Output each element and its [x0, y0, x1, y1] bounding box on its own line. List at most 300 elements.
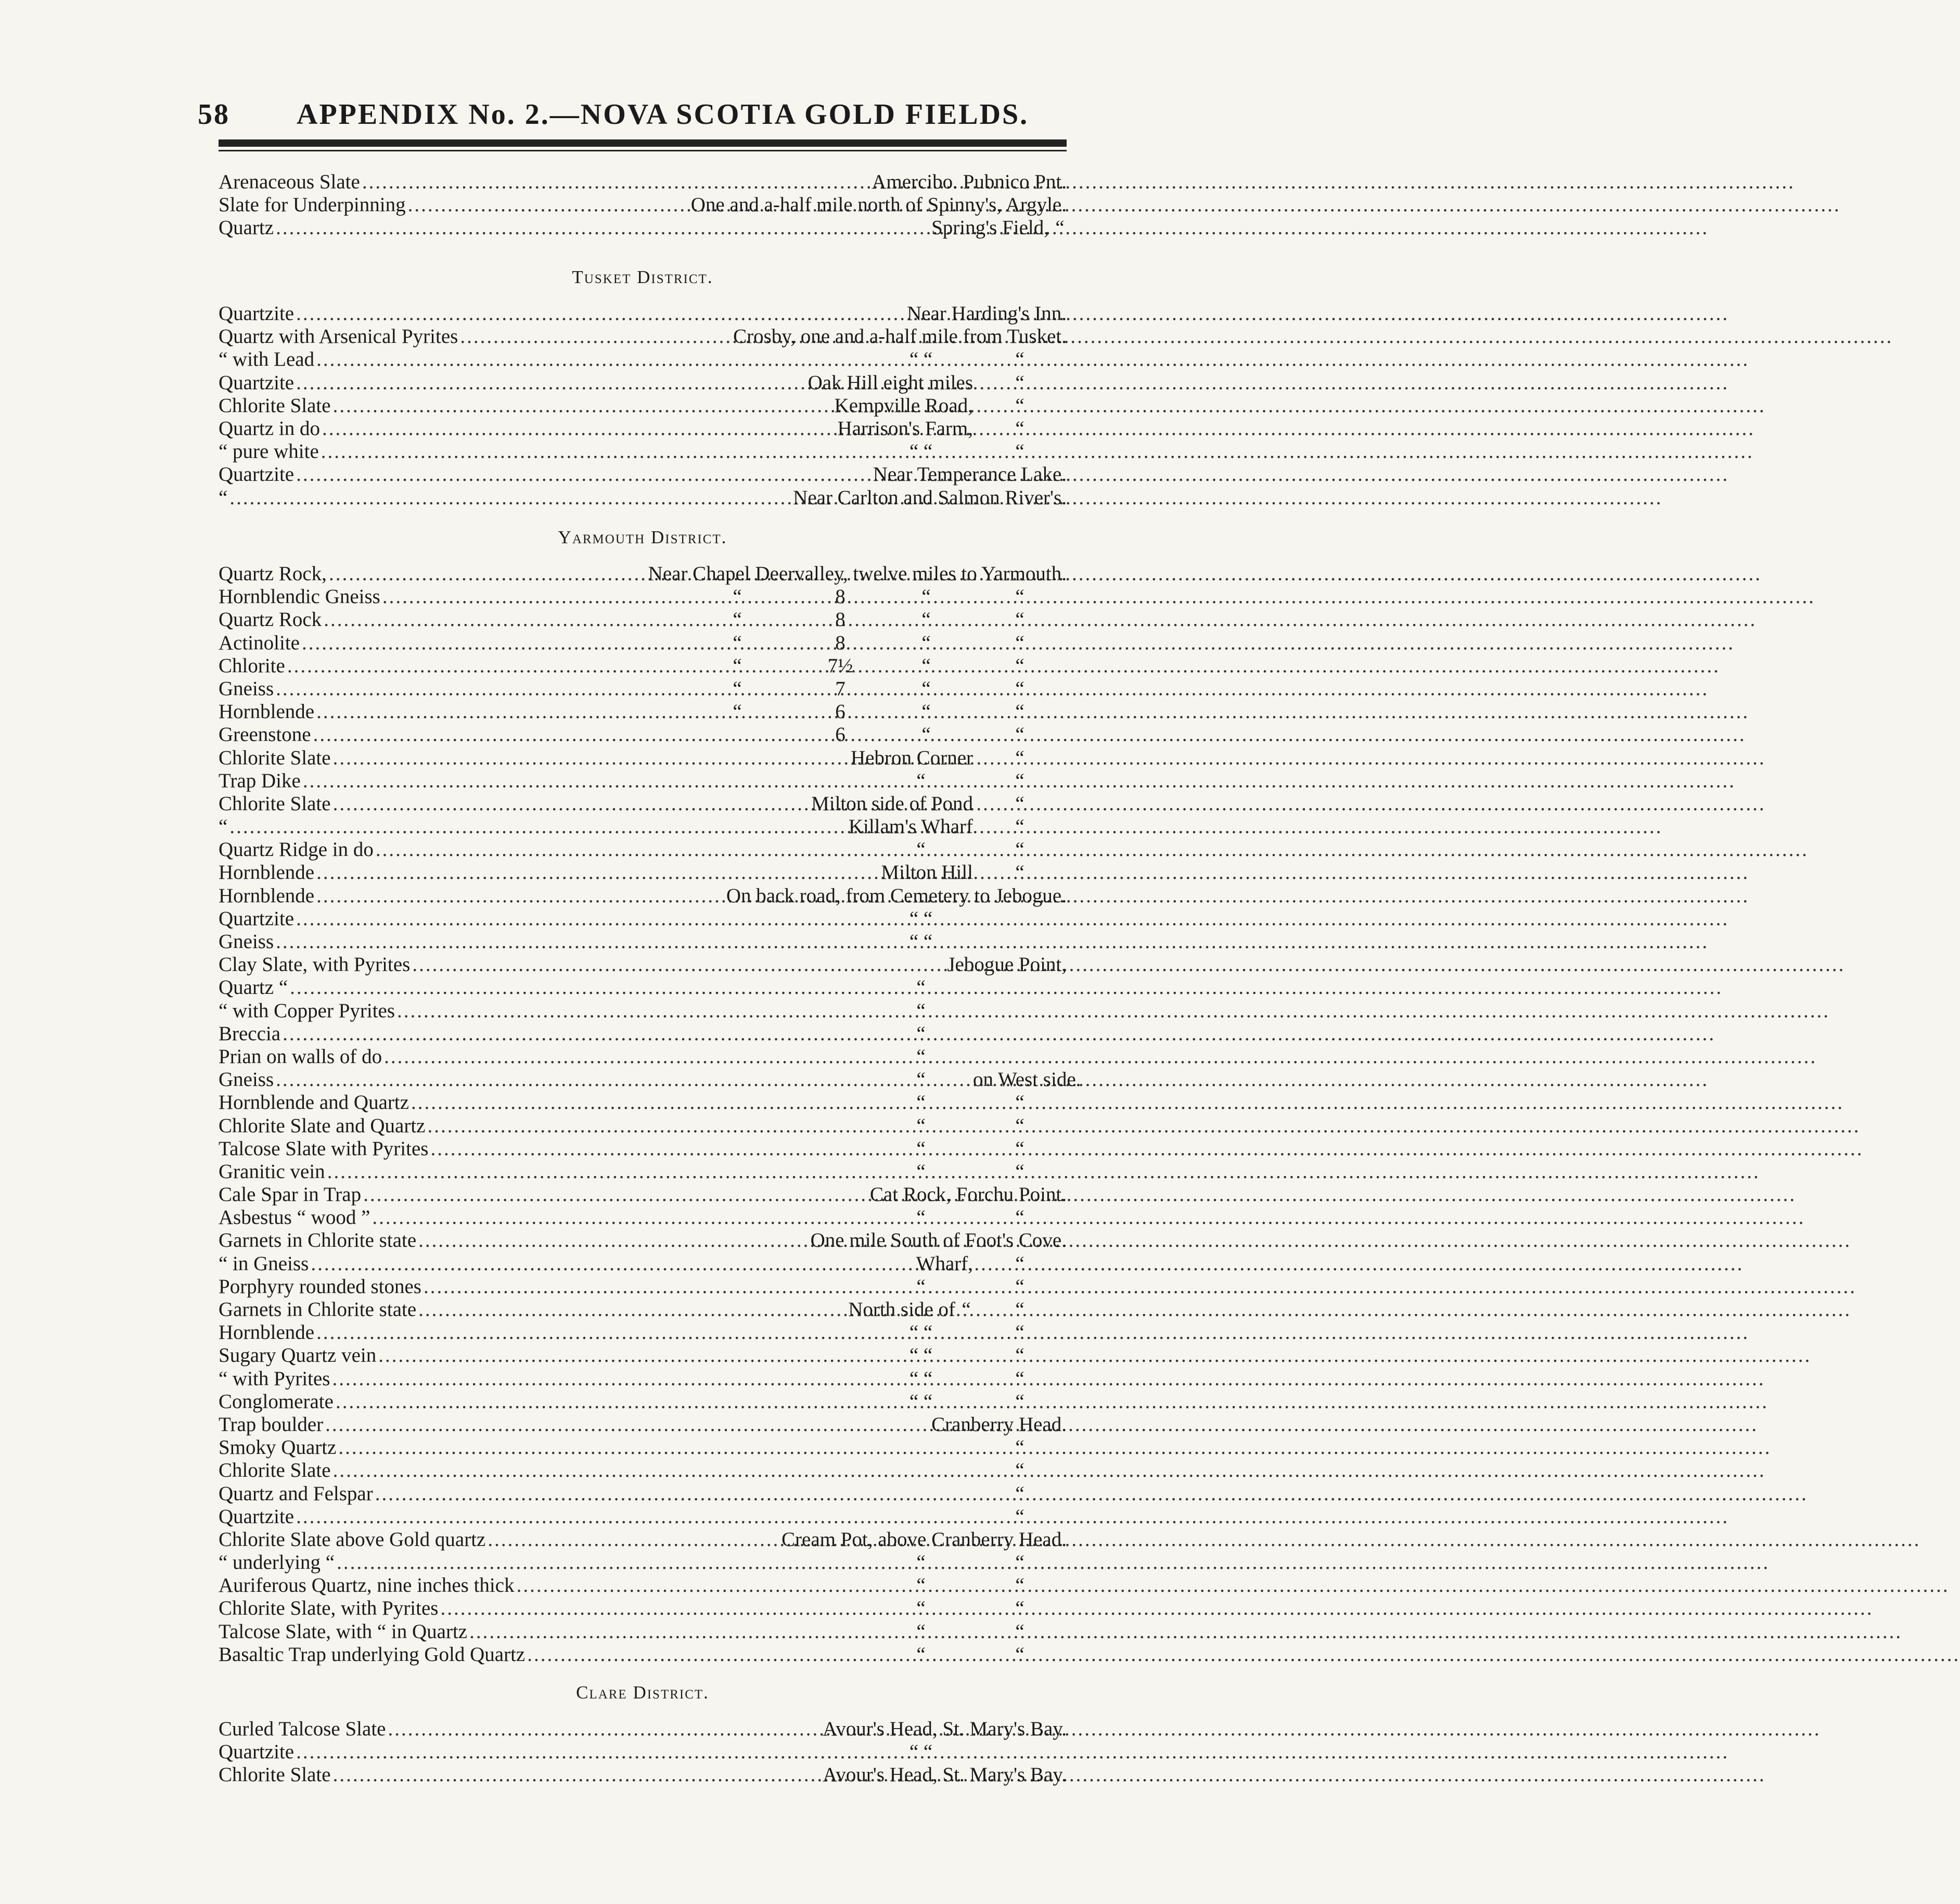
ditto-mark: “ [1015, 861, 1024, 884]
ditto-mark: “ “ [909, 1344, 933, 1367]
mineral-name: Quartz “ [219, 976, 288, 999]
ditto-mark: “ “ [909, 1321, 933, 1344]
dot-leader [412, 953, 945, 976]
mineral-name: Slate for Underpinning [219, 194, 406, 216]
list-item [219, 216, 1067, 239]
mineral-name: Hornblende [219, 861, 315, 884]
mineral-name: Garnets in Chlorite state [219, 1229, 417, 1252]
ditto-mark: “ [916, 838, 926, 861]
mineral-name: Gneiss [219, 1068, 274, 1091]
mineral-name: “ [219, 815, 228, 838]
distance-miles: 8 [835, 585, 846, 608]
list-item [219, 1718, 1067, 1741]
list-item [219, 302, 1067, 325]
mineral-name: Quartz [219, 216, 274, 239]
mineral-name: Quartzite [219, 302, 294, 325]
dot-leader [333, 1764, 821, 1786]
dot-leader [316, 348, 867, 371]
locality: One mile South of Foot's Cove. [810, 1229, 1067, 1252]
ditto-mark: “ [1055, 216, 1065, 239]
page-header [198, 98, 1093, 131]
dot-leader [276, 930, 867, 953]
list-item [219, 1023, 1067, 1045]
ditto-mark: “ [733, 585, 742, 608]
ditto-mark: “ [916, 769, 926, 792]
ditto-mark: “ [1015, 585, 1024, 608]
list-item [219, 655, 1067, 678]
dot-leader [376, 838, 867, 861]
list-item [219, 1115, 1067, 1138]
list-item [219, 861, 1067, 884]
dot-leader [469, 1620, 867, 1643]
district-heading: Yarmouth District. [558, 527, 727, 547]
dot-leader [378, 1344, 867, 1367]
list-item [219, 1643, 1067, 1666]
list-item [219, 1483, 1067, 1505]
locality: Cream Pot, above Cranberry Head. [782, 1528, 1067, 1551]
dot-leader [440, 1597, 867, 1620]
dot-leader [296, 908, 867, 930]
ditto-mark: “ [916, 1574, 926, 1597]
ditto-mark: “ [916, 1551, 926, 1574]
list-item [219, 1160, 1067, 1183]
mineral-name: Talcose Slate, with “ in Quartz [219, 1620, 468, 1643]
locality: Crosby, one and a-half mile from Tusket. [733, 325, 1067, 348]
mineral-name: Quartzite [219, 907, 294, 930]
mineral-name: “ underlying “ [219, 1551, 335, 1574]
list-item [219, 1068, 1081, 1091]
mineral-name: Chlorite Slate above Gold quartz [219, 1528, 486, 1551]
dot-leader [296, 1505, 971, 1528]
ditto-mark: “ [733, 608, 742, 631]
list-item [219, 608, 1067, 631]
distance-miles: 7 [835, 677, 846, 700]
mineral-name: Basaltic Trap underlying Gold Quartz [219, 1643, 526, 1666]
mineral-name: Hornblende [219, 1321, 315, 1344]
dot-leader [327, 1160, 867, 1183]
locality: Harrison's Farm, [837, 417, 973, 440]
locality: Kempville Road, [834, 394, 973, 417]
list-item [219, 1229, 1067, 1252]
mineral-name: Quartzite [219, 1505, 294, 1528]
mineral-name: Trap Dike [219, 769, 301, 792]
ditto-mark: “ [1015, 1137, 1024, 1160]
list-item [219, 1091, 1067, 1114]
list-item [219, 723, 1067, 746]
dot-leader [324, 608, 724, 631]
mineral-name: Chlorite Slate and Quartz [219, 1114, 426, 1137]
ditto-mark: “ [921, 631, 931, 654]
dot-leader [296, 302, 905, 325]
dot-leader [316, 700, 724, 723]
ditto-mark: “ [1015, 1505, 1024, 1528]
mineral-name: Chlorite [219, 654, 285, 677]
list-item [219, 1505, 1067, 1528]
ditto-mark: “ [1015, 1597, 1024, 1620]
ditto-mark: “ [1015, 394, 1024, 417]
dot-leader [329, 563, 646, 585]
locality: Near Temperance Lake. [873, 463, 1067, 486]
list-item [219, 793, 1067, 815]
dot-leader [311, 1253, 914, 1275]
ditto-mark: “ [1015, 1091, 1024, 1114]
yarmouth-district-section [219, 523, 1081, 1666]
ditto-mark: “ [733, 631, 742, 654]
dot-leader [424, 1275, 867, 1298]
list-item [219, 1741, 1067, 1764]
header-rule-thick [219, 139, 1067, 147]
dot-leader [517, 1574, 867, 1597]
list-item [219, 1275, 1067, 1298]
dot-leader [296, 372, 806, 394]
ditto-mark: “ [1015, 1321, 1024, 1344]
locality: Jebogue Point, [947, 953, 1067, 976]
list-item [219, 908, 1067, 930]
mineral-name: “ with Pyrites [219, 1367, 330, 1390]
ditto-mark: “ [916, 1045, 926, 1068]
list-item [219, 1344, 1067, 1367]
mineral-name: Chlorite Slate [219, 394, 331, 417]
dot-leader [418, 1298, 846, 1321]
locality: Near Carlton and Salmon River's. [793, 486, 1067, 509]
mineral-name: Chlorite Slate [219, 792, 331, 815]
distance-miles: 6 [835, 700, 846, 723]
ditto-mark: “ [1015, 746, 1024, 769]
ditto-mark: “ [921, 654, 931, 677]
dot-leader [338, 1436, 971, 1459]
mineral-name: “ in Gneiss [219, 1252, 309, 1275]
dot-leader [316, 885, 724, 908]
mineral-name: Conglomerate [219, 1390, 334, 1413]
ditto-mark: “ [916, 976, 926, 999]
mineral-name: Quartzite [219, 463, 294, 486]
ditto-mark: “ [1015, 1160, 1024, 1183]
locality: Near Chapel Deervalley, twelve miles to Yarmouth. [648, 563, 1067, 585]
list-item [219, 632, 1067, 655]
ditto-mark: “ [962, 1298, 971, 1321]
dot-leader [276, 678, 724, 700]
list-item [219, 463, 1067, 486]
ditto-mark: “ [1015, 677, 1024, 700]
dot-leader [229, 487, 791, 509]
mineral-name: Chlorite Slate [219, 1764, 331, 1786]
ditto-mark: “ [1015, 631, 1024, 654]
dot-leader [388, 1718, 821, 1741]
dot-leader [333, 1459, 971, 1482]
dot-leader [333, 747, 849, 770]
mineral-name: Smoky Quartz [219, 1436, 337, 1459]
ditto-mark: “ [1015, 371, 1024, 394]
list-item [219, 348, 1067, 371]
list-item [219, 1206, 1067, 1229]
ditto-mark: “ [1015, 1367, 1024, 1390]
list-item [219, 585, 1067, 608]
mineral-name: “ [219, 486, 228, 509]
distance-miles: 8 [835, 608, 846, 631]
list-item [219, 325, 1067, 348]
mineral-name: Hornblende [219, 700, 315, 723]
mineral-name: Quartz Ridge in do [219, 838, 374, 861]
ditto-mark: “ [916, 1643, 926, 1666]
dot-leader [316, 861, 879, 884]
mineral-name: Chlorite Slate [219, 1459, 331, 1482]
list-item [219, 953, 1067, 976]
mineral-name: Chlorite Slate, with Pyrites [219, 1597, 439, 1620]
mineral-name: Quartzite [219, 1741, 294, 1764]
list-item [219, 885, 1067, 908]
dot-leader [276, 1068, 867, 1091]
mineral-name: Arenaceous Slate [219, 171, 360, 193]
ditto-mark: “ [1015, 440, 1024, 463]
mineral-name: “ with Lead [219, 348, 315, 371]
ditto-mark: “ [916, 1022, 926, 1045]
mineral-name: Clay Slate, with Pyrites [219, 953, 411, 976]
locality: Milton side of Pond [811, 792, 973, 815]
ditto-mark: “ “ [909, 1367, 933, 1390]
list-item [219, 394, 1067, 417]
list-item [219, 1000, 1067, 1023]
dot-leader [384, 1045, 867, 1068]
dot-leader [411, 1091, 867, 1114]
clare-district-section [219, 1678, 1067, 1787]
ditto-mark: “ [1015, 1620, 1024, 1643]
ditto-mark: “ [1015, 1643, 1024, 1666]
locality: Killam's Wharf [848, 815, 973, 838]
ditto-mark: “ [916, 1160, 926, 1183]
locality: Oak Hill eight miles [808, 371, 973, 394]
dot-leader [296, 463, 871, 486]
mineral-name: Cale Spar in Trap [219, 1183, 362, 1206]
list-item [219, 1368, 1067, 1390]
locality: Cranberry Head. [931, 1413, 1067, 1436]
ditto-mark: “ [1015, 1574, 1024, 1597]
mineral-name: Talcose Slate with Pyrites [219, 1137, 429, 1160]
ditto-mark: “ [921, 677, 931, 700]
mineral-name: Granitic vein [219, 1160, 325, 1183]
list-item [219, 1138, 1067, 1160]
list-item [219, 747, 1067, 770]
locality: On back road, from Cemetery to Jebogue. [726, 884, 1067, 907]
dot-leader [229, 815, 847, 838]
mineral-name: “ with Copper Pyrites [219, 999, 395, 1022]
ditto-mark: “ [1015, 1551, 1024, 1574]
dot-leader [408, 194, 689, 216]
dot-leader [321, 440, 867, 463]
distance-miles: 7½ [827, 654, 853, 677]
mineral-name: Garnets in Chlorite state [219, 1298, 417, 1321]
ditto-mark: “ [1015, 654, 1024, 677]
ditto-mark: “ [1015, 1344, 1024, 1367]
district-heading: Tusket District. [572, 267, 713, 287]
ditto-mark: “ [1015, 348, 1024, 371]
list-item [219, 1045, 1067, 1068]
ditto-mark: “ [921, 585, 931, 608]
dot-leader [333, 394, 832, 417]
dot-leader [296, 1741, 867, 1764]
locality: Near Harding's Inn. [906, 302, 1067, 325]
mineral-name: Actinolite [219, 631, 300, 654]
ditto-mark: “ [1015, 838, 1024, 861]
mineral-name: “ pure white [219, 440, 319, 463]
mineral-name: Chlorite Slate [219, 746, 331, 769]
mineral-name: Prian on walls of do [219, 1045, 382, 1068]
list-item [219, 976, 1067, 999]
mineral-name: Curled Talcose Slate [219, 1718, 386, 1740]
list-item [219, 563, 1067, 585]
ditto-mark: “ [1015, 700, 1024, 723]
ditto-mark: “ “ [909, 930, 933, 953]
list-item [219, 1551, 1067, 1574]
ditto-mark: “ [1015, 723, 1024, 746]
list-item [219, 1620, 1067, 1643]
dot-leader [382, 585, 724, 608]
mineral-name: Hornblendic Gneiss [219, 585, 380, 608]
mineral-name: Sugary Quartz vein [219, 1344, 377, 1367]
ditto-mark: “ [916, 1620, 926, 1643]
dot-leader [372, 1206, 867, 1229]
tusket-district-section [219, 263, 1067, 509]
locality: Wharf, [916, 1252, 973, 1275]
dot-leader [333, 793, 810, 815]
dot-leader [276, 216, 929, 239]
ditto-mark: “ [1015, 1459, 1024, 1482]
list-item [219, 930, 1067, 953]
list-item [219, 1436, 1067, 1459]
mineral-name: Quartz Rock, [219, 563, 327, 585]
list-item [219, 815, 1067, 838]
mineral-name: Quartzite [219, 371, 294, 394]
dot-leader [375, 1483, 971, 1505]
ditto-mark: “ [916, 1091, 926, 1114]
locality: Hebron Corner [850, 746, 973, 769]
ditto-mark: “ [1015, 1275, 1024, 1298]
list-item [219, 1764, 1067, 1786]
mineral-name: Gneiss [219, 677, 274, 700]
locality: Spring's Field, [931, 216, 1049, 239]
mineral-name: Greenstone [219, 723, 311, 746]
dot-leader [460, 325, 731, 348]
mineral-name: Hornblende [219, 884, 315, 907]
dot-leader [363, 1183, 868, 1206]
district-heading: Clare District. [576, 1682, 709, 1703]
page-title: APPENDIX No. 2.—NOVA SCOTIA GOLD FIELDS. [297, 98, 1029, 131]
ditto-mark: “ [733, 654, 742, 677]
ditto-mark: “ [733, 677, 742, 700]
dot-leader [527, 1643, 867, 1666]
ditto-mark: “ “ [909, 348, 933, 371]
list-item [219, 1298, 1067, 1321]
list-item [219, 194, 1067, 216]
mineral-name: Gneiss [219, 930, 274, 953]
list-item [219, 1528, 1067, 1551]
mineral-name: Quartz Rock [219, 608, 322, 631]
mineral-name: Hornblende and Quartz [219, 1091, 409, 1114]
list-item [219, 678, 1067, 700]
mineral-name: Quartz and Felspar [219, 1482, 373, 1505]
ditto-mark: “ [1015, 1206, 1024, 1229]
ditto-mark: “ [1015, 417, 1024, 440]
list-item [219, 440, 1067, 463]
intro-section [219, 171, 1067, 240]
ditto-mark: “ [1015, 1436, 1024, 1459]
list-item [219, 171, 1067, 194]
mineral-name: Auriferous Quartz, nine inches thick [219, 1574, 515, 1597]
ditto-mark: “ “ [909, 1390, 933, 1413]
mineral-name: Porphyry rounded stones [219, 1275, 421, 1298]
ditto-mark: “ [916, 1597, 926, 1620]
mineral-name: Trap boulder [219, 1413, 324, 1436]
dot-leader [418, 1229, 808, 1252]
ditto-mark: “ [921, 723, 931, 746]
list-item [219, 1253, 1067, 1275]
dot-leader [332, 1368, 867, 1390]
dot-leader [303, 770, 867, 793]
ditto-mark: “ “ [909, 440, 933, 463]
list-item [219, 417, 1067, 440]
ditto-mark: “ “ [909, 907, 933, 930]
dot-leader [290, 976, 867, 999]
dot-leader [283, 1023, 867, 1045]
list-item [219, 838, 1067, 861]
list-item [219, 700, 1067, 723]
list-item [219, 770, 1067, 793]
ditto-mark: “ [1015, 608, 1024, 631]
locality: Avour's Head, St. Mary's Bay. [823, 1718, 1067, 1740]
list-item [219, 1574, 1067, 1597]
ditto-mark: “ [1015, 792, 1024, 815]
dot-leader [488, 1528, 779, 1551]
list-item [219, 1183, 1067, 1206]
ditto-mark: “ [1015, 815, 1024, 838]
ditto-mark: on West side. [973, 1068, 1081, 1091]
list-item [219, 1390, 1067, 1413]
ditto-mark: “ [921, 700, 931, 723]
ditto-mark: “ [916, 1275, 926, 1298]
dot-leader [427, 1115, 867, 1138]
dot-leader [337, 1551, 867, 1574]
dot-leader [362, 171, 869, 194]
ditto-mark: “ [1015, 1390, 1024, 1413]
mineral-name: Quartz with Arsenical Pyrites [219, 325, 458, 348]
dot-leader [322, 417, 836, 440]
ditto-mark: “ [1015, 1298, 1024, 1321]
ditto-mark: “ [733, 700, 742, 723]
locality: Cat Rock, Forchu Point. [869, 1183, 1067, 1206]
header-rule-thin [219, 150, 1067, 151]
dot-leader [430, 1138, 867, 1160]
list-item [219, 372, 1067, 394]
ditto-mark: “ [916, 1206, 926, 1229]
locality: Amercibo. Pubnico Pnt. [872, 171, 1067, 193]
dot-leader [325, 1413, 929, 1436]
ditto-mark: “ [1015, 769, 1024, 792]
dot-leader [397, 1000, 867, 1023]
ditto-mark: “ “ [909, 1741, 933, 1764]
locality: Avour's Head, St. Mary's Bay. [823, 1764, 1067, 1786]
list-item [219, 487, 1067, 509]
list-item [219, 1321, 1067, 1344]
list-item [219, 1597, 1067, 1620]
locality: Milton Hill [881, 861, 973, 884]
ditto-mark: “ [1015, 1482, 1024, 1505]
ditto-mark: “ [916, 1137, 926, 1160]
ditto-mark: “ [1015, 1114, 1024, 1137]
ditto-mark: “ [916, 999, 926, 1022]
mineral-name: Breccia [219, 1022, 281, 1045]
dot-leader [316, 1321, 867, 1344]
distance-miles: 8 [835, 631, 846, 654]
dot-leader [336, 1390, 867, 1413]
